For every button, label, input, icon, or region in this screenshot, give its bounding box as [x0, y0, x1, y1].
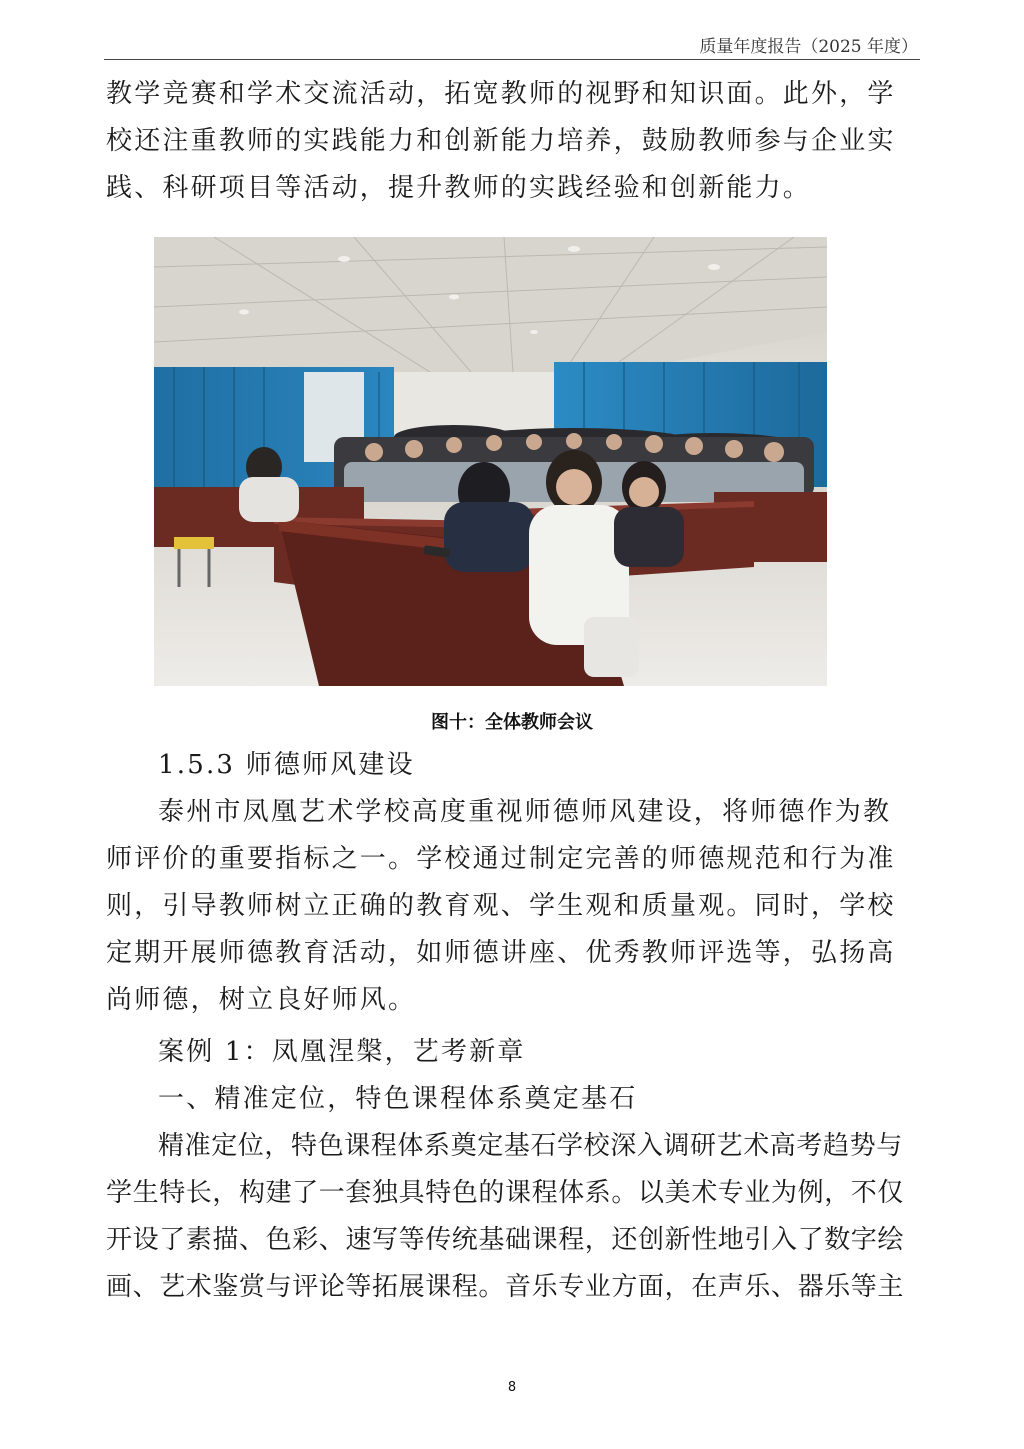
paragraph3-line-3: 开设了素描、色彩、速写等传统基础课程，还创新性地引入了数字绘: [106, 1225, 905, 1255]
case-subtitle: 一、精准定位，特色课程体系奠定基石: [158, 1084, 638, 1114]
paragraph3-line-1: 精准定位，特色课程体系奠定基石学校深入调研艺术高考趋势与: [158, 1131, 903, 1161]
paragraph2-line-3: 则，引导教师树立正确的教育观、学生观和质量观。同时，学校: [106, 891, 896, 921]
page-number: 8: [507, 1380, 517, 1395]
paragraph2-line-5: 尚师德，树立良好师风。: [106, 985, 417, 1015]
paragraph1-line-2: 校还注重教师的实践能力和创新能力培养，鼓励教师参与企业实: [106, 126, 896, 156]
case-title: 案例 1：凤凰涅槃，艺考新章: [158, 1037, 526, 1067]
paragraph3-line-4: 画、艺术鉴赏与评论等拓展课程。音乐专业方面，在声乐、器乐等主: [106, 1272, 905, 1302]
figure-caption: 图十：全体教师会议: [431, 712, 593, 733]
teachers-meeting-photo: [154, 237, 827, 686]
paragraph1-line-1: 教学竞赛和学术交流活动，拓宽教师的视野和知识面。此外，学: [106, 79, 896, 109]
section-heading: 1.5.3 师德师风建设: [158, 750, 415, 780]
paragraph3-line-2: 学生特长，构建了一套独具特色的课程体系。以美术专业为例，不仅: [106, 1178, 905, 1208]
paragraph2-line-4: 定期开展师德教育活动，如师德讲座、优秀教师评选等，弘扬高: [106, 938, 896, 968]
paragraph1-line-3: 践、科研项目等活动，提升教师的实践经验和创新能力。: [106, 173, 812, 203]
header-rule: [104, 59, 920, 60]
header-title: 质量年度报告（2025 年度）: [699, 37, 918, 57]
paragraph2-line-1: 泰州市凤凰艺术学校高度重视师德师风建设，将师德作为教: [158, 797, 892, 827]
paragraph2-line-2: 师评价的重要指标之一。学校通过制定完善的师德规范和行为准: [106, 844, 896, 874]
